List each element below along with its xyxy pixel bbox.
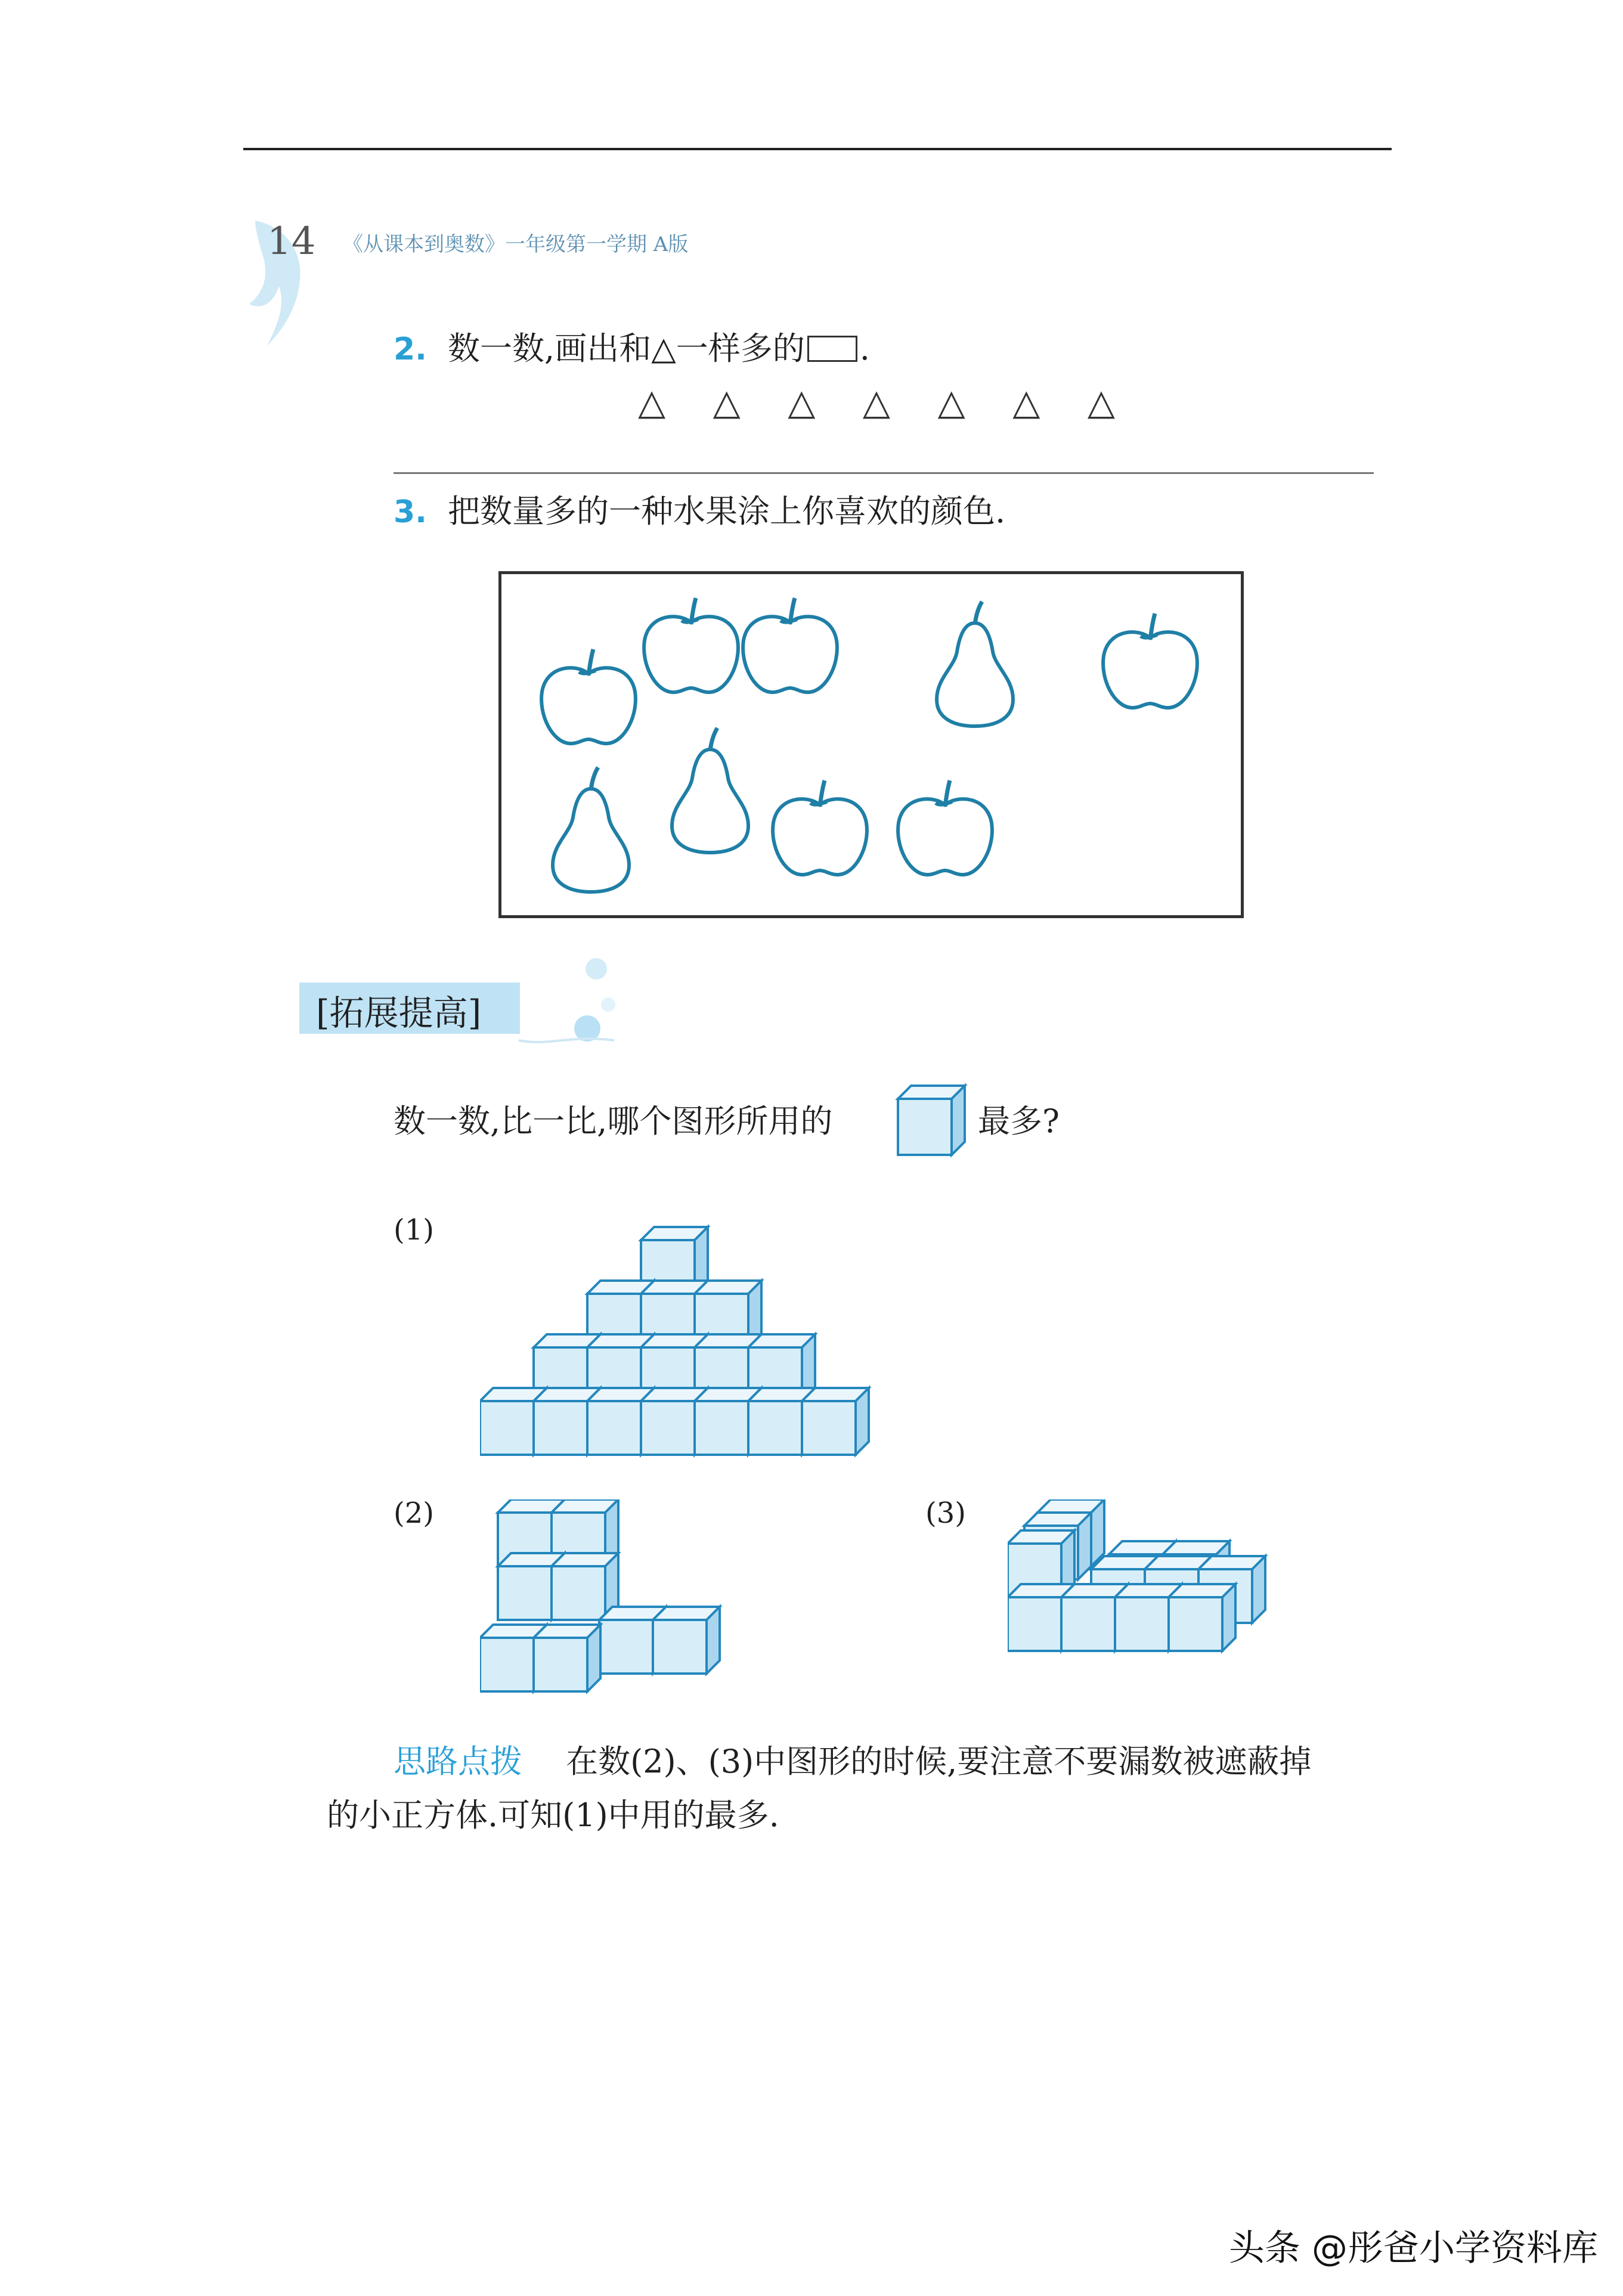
triangle-icon: △ [862,382,891,423]
cube-icon [894,1082,972,1160]
question-2-number: 2. [394,331,427,367]
question-2-text-middle: 一样多的 [676,330,805,367]
extension-question [394,1096,832,1142]
apple-icon [541,649,636,743]
tip-line-1 [394,1736,1311,1782]
tip-line-2: 的小正方体.可知(1)中用的最多. [327,1796,779,1834]
pear-icon [553,767,629,892]
pear-icon [937,602,1013,726]
triangle-icon: △ [651,330,676,367]
fruit-box [498,571,1244,918]
triangle-row [638,382,1115,423]
triangle-icon: △ [788,382,816,423]
top-rule [243,148,1392,150]
question-3-text: 把数量多的一种水果涂上你喜欢的颜色. [448,492,1006,530]
figure-3-cubes [1008,1499,1276,1678]
triangle-icon: △ [937,382,965,423]
figure-3-label: (3) [925,1496,966,1530]
question-3 [394,486,1005,532]
pear-icon [672,728,748,853]
rectangle-icon [807,336,857,362]
apple-icon [898,780,992,875]
book-title: 《从课本到奥数》一年级第一学期 A版 [343,233,689,256]
apple-icon [644,598,738,692]
apple-icon [1103,613,1197,708]
figure-1-cubes [480,1221,879,1460]
page-number: 14 [267,219,316,264]
flower-decoration-icon [513,951,620,1052]
triangle-icon: △ [1087,382,1115,423]
extension-title: [拓展提高] [316,993,482,1033]
fruit-drawing [501,574,1241,915]
apple-icon [743,598,837,692]
question-2-text-before: 数一数,画出和 [448,330,652,367]
question-2 [394,323,870,369]
triangle-icon: △ [638,382,666,423]
question-3-number: 3. [394,494,427,530]
tip-label: 思路点拨 [394,1743,522,1780]
figure-1-label: (1) [394,1213,434,1247]
watermark: 头条 @彤爸小学资料库 [1228,2227,1598,2269]
triangle-icon: △ [1012,382,1040,423]
extension-question-after: 最多? [978,1102,1060,1140]
extension-question-end [978,1096,1060,1142]
answer-line [394,472,1374,474]
figure-2-cubes [480,1499,730,1702]
apple-icon [773,780,867,875]
extension-question-before: 数一数,比一比,哪个图形所用的 [394,1102,833,1140]
tip-text-1: 在数(2)、(3)中图形的时候,要注意不要漏数被遮蔽掉 [566,1743,1312,1780]
figure-2-label: (2) [394,1496,434,1530]
question-2-text-after: . [859,330,870,367]
triangle-icon: △ [713,382,741,423]
